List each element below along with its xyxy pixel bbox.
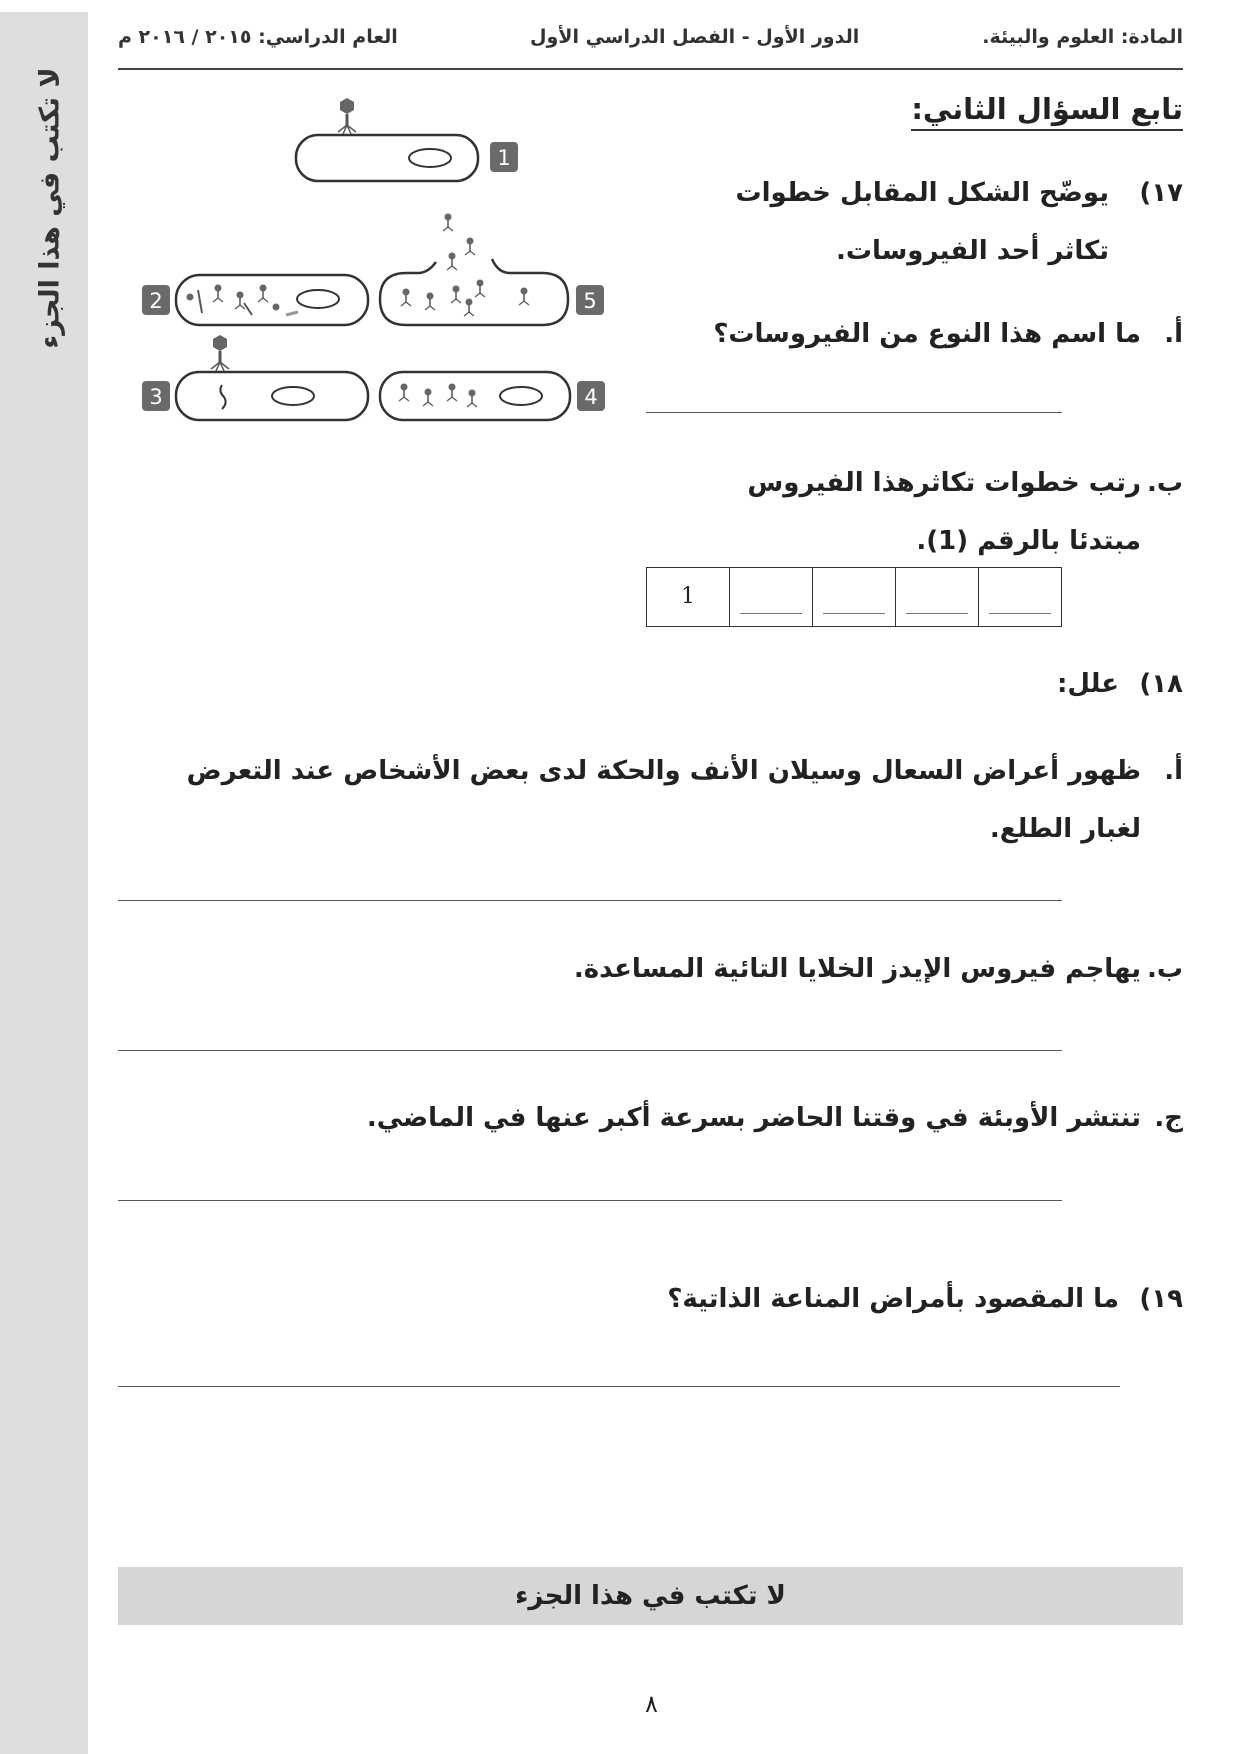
question-17-part-b-text: رتب خطوات تكاثرهذا الفيروس مبتدئا بالرقم (1). (747, 468, 1141, 556)
order-first-value: 1 (681, 584, 695, 609)
figure-step-4 (380, 372, 605, 420)
question-18-part-c-label: ج. (1154, 1103, 1183, 1133)
figure-step-label-1: 1 (497, 146, 511, 170)
no-write-footer: لا تكتب في هذا الجزء (118, 1567, 1183, 1625)
order-cell[interactable] (895, 568, 978, 626)
question-17-part-b (703, 454, 1183, 574)
header-year: العام الدراسي: ٢٠١٥ / ٢٠١٦ م (118, 26, 398, 48)
header-divider (118, 68, 1183, 70)
page-header (118, 26, 1183, 66)
header-subject: المادة: العلوم والبيئة. (982, 26, 1183, 48)
question-18 (983, 655, 1183, 715)
figure-step-label-4: 4 (584, 385, 598, 409)
order-table (646, 567, 1062, 627)
question-18-part-c (183, 1089, 1183, 1149)
question-18-part-b-label: ب. (1146, 954, 1183, 984)
question-17-part-a (703, 305, 1183, 365)
question-18-part-a-label: أ. (1164, 756, 1183, 786)
figure-step-5 (380, 214, 604, 326)
question-18-part-a-text: ظهور أعراض السعال وسيلان الأنف والحكة لدى بعض الأشخاص عند التعرض لغبار الطلع. (186, 756, 1141, 844)
figure-step-1 (296, 98, 518, 181)
answer-line-19[interactable] (118, 1386, 1120, 1387)
question-19-number: ١٩) (1139, 1284, 1183, 1314)
figure-step-label-5: 5 (583, 289, 597, 313)
question-17-number: ١٧) (1139, 178, 1183, 208)
question-17-text: يوضّح الشكل المقابل خطوات تكاثر أحد الفيروسات. (735, 178, 1109, 266)
no-write-margin-label: لا تكتب في هذا الجزء (34, 67, 66, 349)
question-17-part-a-label: أ. (1164, 319, 1183, 349)
answer-line-18c[interactable] (118, 1200, 1062, 1201)
question-17-part-a-text: ما اسم هذا النوع من الفيروسات؟ (713, 319, 1141, 349)
figure-step-2 (142, 275, 368, 325)
question-18-part-b-text: يهاجم فيروس الإيدز الخلايا التائية المساعدة. (573, 954, 1141, 984)
question-17 (703, 164, 1183, 284)
figure-step-label-3: 3 (149, 385, 163, 409)
question-18-part-c-text: تنتشر الأوبئة في وقتنا الحاضر بسرعة أكبر عنها في الماضي. (366, 1103, 1141, 1133)
question-18-part-b (183, 940, 1183, 1000)
answer-line-18b[interactable] (118, 1050, 1062, 1051)
question-19-text: ما المقصود بأمراض المناعة الذاتية؟ (667, 1284, 1119, 1314)
order-cell[interactable] (812, 568, 895, 626)
question-18-text: علل: (1057, 669, 1119, 699)
figure-step-3 (142, 335, 368, 420)
order-cell[interactable] (729, 568, 812, 626)
section-title: تابع السؤال الثاني: (911, 92, 1183, 131)
answer-line-17a[interactable] (646, 412, 1062, 413)
question-17-part-b-label: ب. (1146, 468, 1183, 498)
virus-replication-figure (118, 95, 638, 475)
page-number: ٨ (645, 1690, 658, 1718)
question-18-part-a (183, 742, 1183, 862)
question-19 (383, 1270, 1183, 1330)
order-cell[interactable] (978, 568, 1061, 626)
order-cell-first (647, 568, 729, 626)
question-18-number: ١٨) (1139, 669, 1183, 699)
answer-line-18a[interactable] (118, 900, 1062, 901)
header-session: الدور الأول - الفصل الدراسي الأول (530, 26, 860, 48)
figure-step-label-2: 2 (149, 289, 163, 313)
